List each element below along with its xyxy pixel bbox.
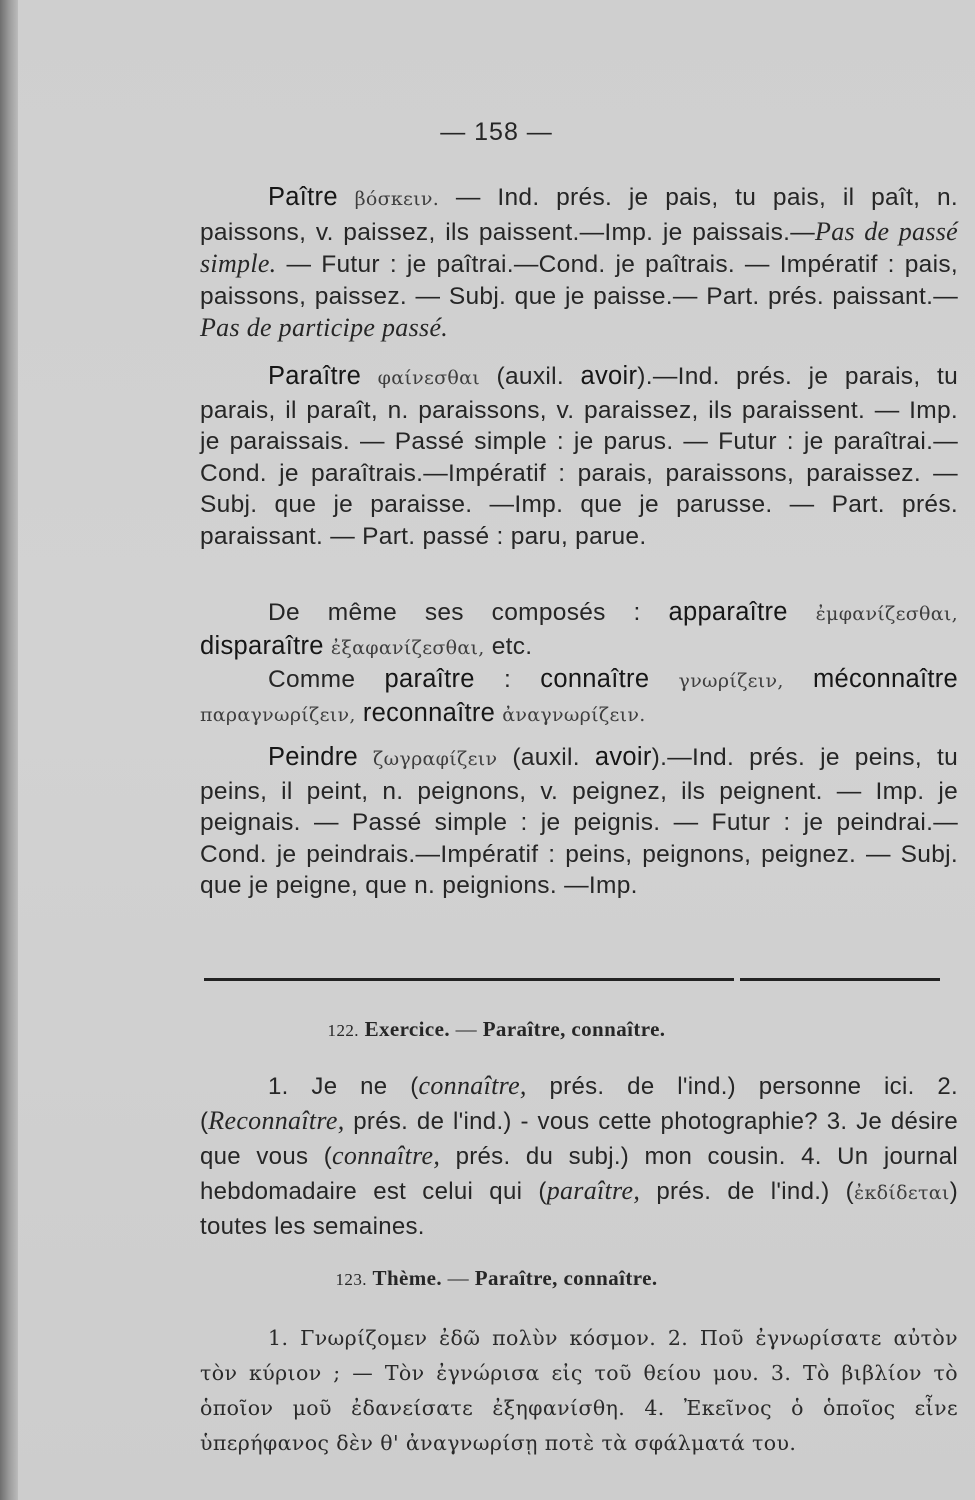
composes-word-apparaitre: apparaître — [668, 598, 788, 626]
entry-peindre — [200, 742, 958, 902]
theme-body — [200, 1321, 958, 1461]
exercise-dash: — — [449, 1017, 483, 1041]
entry-peindre-auxil: avoir — [594, 743, 652, 771]
exercise-verb-1: connaître, — [418, 1071, 527, 1100]
theme-number: 123. — [335, 1270, 367, 1289]
entry-paraitre-head: Paraître — [268, 362, 362, 390]
composes-text-2: etc. — [484, 632, 533, 660]
exercise-verb-3: connaître, — [331, 1141, 441, 1170]
entry-peindre-head: Peindre — [268, 743, 358, 771]
entry-paitre — [200, 182, 958, 345]
theme-dash: — — [442, 1266, 475, 1290]
comme-greek-3: ἀναγνωρίζειν. — [502, 703, 646, 726]
composes-greek-1: ἐμφανίζεσθαι, — [815, 603, 959, 625]
entry-paraitre-auxil: avoir — [580, 362, 638, 390]
separator-rule-right — [740, 978, 940, 981]
comme-text-1: Comme — [268, 666, 385, 693]
exercise-verb-4: paraître, — [546, 1176, 641, 1205]
theme-label: Thème. — [372, 1266, 443, 1290]
entry-paitre-greek: βόσκειν. — [354, 188, 440, 210]
comme-word-connaitre: connaître — [540, 665, 650, 693]
entry-composes — [200, 597, 958, 664]
comme-greek-1: γνωρίζειν, — [678, 670, 784, 692]
exercise-text-5: prés. de l'ind.) ( — [640, 1178, 854, 1205]
exercise-body — [200, 1069, 958, 1244]
theme-text: 1. Γνωρίζομεν ἐδῶ πολὺν κόσμον. 2. Ποῦ ἐγνωρίσατε αὐτὸν τὸν κύριον ; — Τὸν ἐγνώρισα εἰς τοῦ θείου μου. 3. Τὸ βιβλίον τὸ ὁποῖον μοῦ ἐδανείσατε ἐξηφανίσθη. 4. Ἐκεῖνος ὁ ὁποῖος εἶνε ὑπερήφανος δὲν θ' ἀναγνωρίσῃ ποτὲ τὰ σφάλματά του. — [200, 1326, 958, 1455]
exercise-title — [18, 1017, 975, 1042]
entry-paraitre — [200, 361, 958, 552]
exercise-greek-gloss: ἐκδίδεται — [853, 1182, 950, 1204]
page-number: — 158 — — [440, 118, 553, 146]
entry-paraitre-greek: φαίνεσθαι — [377, 367, 480, 389]
entry-comme — [200, 664, 958, 731]
entry-paitre-note-1: Pas de passé simple. — [200, 216, 958, 278]
theme-title — [18, 1266, 975, 1291]
exercise-text-3: prés. de l'ind.) - vous cette photographie? 3. Je désire que vous ( — [200, 1108, 958, 1170]
exercise-text-2: prés. de l'ind.) personne ici. 2. ( — [200, 1073, 958, 1135]
entry-peindre-text-2: ).—Ind. prés. je peins, tu peins, il peint, n. peignons, v. peignez, ils peignent. — Imp. je peignais. — Passé simple : je peignis. — Futur : je peindrai.—Cond. je peindrais.—Impératif : peins, peignons, peignez. — Subj. que je peigne, que n. peignions. —Imp. — [200, 744, 959, 899]
separator-rule-left — [204, 978, 734, 981]
entry-peindre-greek: ζωγραφίζειν — [373, 748, 498, 770]
exercise-text-4: prés. du subj.) mon cousin. 4. Un journal hebdomadaire est celui qui ( — [200, 1143, 958, 1205]
book-gutter-edge — [0, 0, 18, 1500]
exercise-verb-2: Reconnaître, — [208, 1106, 345, 1135]
comme-word-meconnaitre: méconnaître — [812, 665, 959, 693]
entry-paitre-text-2: — Futur : je paîtrai.—Cond. je paîtrais. — Impératif : pais, paissons, paissez. — Subj. que je paisse.— Part. prés. paissant.— — [200, 251, 958, 310]
composes-greek-2: ἐξαφανίζεσθαι, — [330, 636, 485, 659]
exercise-text-1: 1. Je ne ( — [268, 1073, 419, 1100]
comme-text-2: : — [474, 666, 541, 693]
theme-topic: Paraître, connaître. — [474, 1266, 658, 1290]
composes-text-1: De même ses composés : — [268, 599, 669, 626]
entry-paraitre-text-1: (auxil. — [480, 363, 581, 390]
exercise-topic: Paraître, connaître. — [482, 1017, 666, 1041]
exercise-number: 122. — [327, 1021, 359, 1040]
comme-word-paraitre: paraître — [384, 665, 475, 693]
comme-greek-2: παραγνωρίζειν, — [200, 703, 356, 726]
exercise-text-6: ) toutes les semaines. — [200, 1178, 958, 1240]
entry-paraitre-text-2: ).—Ind. prés. je parais, tu parais, il paraît, n. paraissons, v. paraissez, ils paraissent. — Imp. je paraissais. — Passé simple : je parus. — Futur : je paraîtrai.—Cond. je paraîtrais.—Impératif : parais, paraissons, paraissez. — Subj. que je paraisse. —Imp. que je parusse. — Part. prés. paraissant. — Part. passé : paru, parue. — [200, 363, 959, 550]
composes-word-disparaitre: disparaître — [200, 631, 324, 660]
book-page — [18, 0, 975, 1500]
entry-peindre-text-1: (auxil. — [497, 744, 595, 771]
entry-paitre-head: Paître — [268, 183, 338, 211]
entry-paitre-text-1: — Ind. prés. je pais, tu pais, il paît, n. paissons, v. paissez, ils paissent.—Imp. je paissais.— — [200, 184, 959, 246]
exercise-label: Exercice. — [364, 1017, 450, 1041]
comme-word-reconnaitre: reconnaître — [362, 698, 496, 727]
entry-paitre-note-2: Pas de participe passé. — [200, 313, 449, 342]
